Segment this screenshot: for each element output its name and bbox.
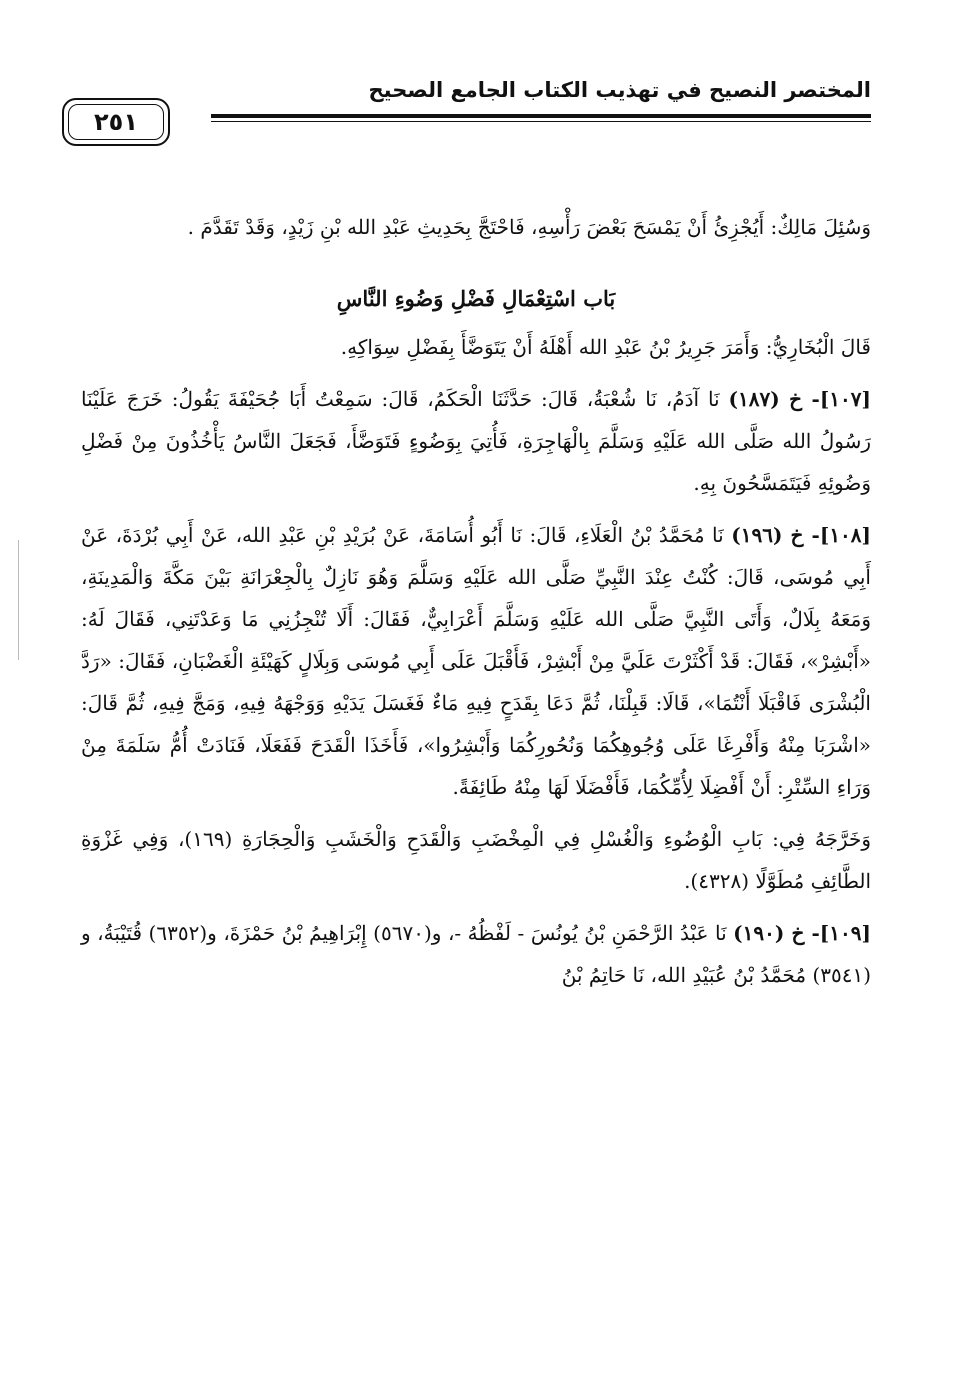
running-title: المختصر النصيح في تهذيب الكتاب الجامع الصحيح bbox=[368, 78, 871, 102]
hadith-109-text: نَا عَبْدُ الرَّحْمَنِ بْنُ يُونُسَ - لَفْظُهُ -، و(٥٦٧٠) إِبْرَاهِيمُ بْنُ حَمْزَةَ، و(٦٣٥٢) قُتَيْبَةُ، و (٣٥٤١) مُحَمَّدُ بْنُ عُبَيْدِ الله، نَا حَاتِمُ بْنُ bbox=[81, 921, 871, 987]
hadith-109-ref: [١٠٩]- خ (١٩٠) bbox=[733, 921, 871, 945]
page-body bbox=[81, 206, 871, 1006]
header-rule-thick bbox=[211, 114, 871, 118]
page-number: ٢٥١ bbox=[94, 108, 138, 136]
hadith-107-ref: [١٠٧]- خ (١٨٧) bbox=[728, 387, 871, 411]
takhrij-note: وَخَرَّجَهُ فِي: بَابِ الْوُضُوءِ وَالْغُسْلِ فِي الْمِخْضَبِ وَالْقَدَحِ وَالْخَشَبِ وَالْحِجَارَةِ (١٦٩)، وَفِي غَزْوَةِ الطَّائِفِ مُطَوَّلًا (٤٣٢٨). bbox=[81, 827, 871, 893]
hadith-107 bbox=[81, 378, 871, 504]
page-number-frame bbox=[62, 98, 170, 146]
paragraph-malik: وَسُئِلَ مَالِكٌ: أَيُجْزِئُ أَنْ يَمْسَحَ بَعْضَ رَأْسِهِ، فَاحْتَجَّ بِحَدِيثِ عَبْدِ الله بْنِ زَيْدٍ، وَقَدْ تَقَدَّمَ . bbox=[187, 215, 871, 239]
hadith-109 bbox=[81, 912, 871, 996]
chapter-heading: بَاب اسْتِعْمَالِ فَضْلِ وَضُوءِ النَّاسِ bbox=[336, 286, 616, 311]
hadith-108-ref: [١٠٨]- خ (١٩٦) bbox=[731, 523, 872, 547]
hadith-107-text: نَا آدَمُ، نَا شُعْبَةُ، قَالَ: حَدَّثَنَا الْحَكَمُ، قَالَ: سَمِعْتُ أَبَا جُحَيْفَةَ يَقُولُ: خَرَجَ عَلَيْنَا رَسُولُ الله صَلَّى الله عَلَيْهِ وَسَلَّمَ بِالْهَاجِرَةِ، فَأُتِيَ بِوَضُوءٍ فَتَوَضَّأَ، فَجَعَلَ النَّاسُ يَأْخُذُونَ مِنْ فَضْلِ وَضُوئِهِ فَيَتَمَسَّحُونَ بِهِ. bbox=[81, 387, 871, 495]
hadith-108 bbox=[81, 514, 871, 808]
hadith-108-text: نَا مُحَمَّدُ بْنُ الْعَلَاءِ، قَالَ: نَا أَبُو أُسَامَةَ، عَنْ بُرَيْدِ بْنِ عَبْدِ الله، عَنْ أَبِي بُرْدَةَ، عَنْ أَبِي مُوسَى، قَالَ: كُنْتُ عِنْدَ النَّبِيِّ صَلَّى الله عَلَيْهِ وَسَلَّمَ وَهُوَ نَازِلٌ بِالْجِعْرَانَةِ بَيْنَ مَكَّةَ وَالْمَدِينَةِ، وَمَعَهُ بِلَالٌ، وَأَتَى النَّبِيَّ صَلَّى الله عَلَيْهِ وَسَلَّمَ أَعْرَابِيٌّ، فَقَالَ: أَلَا تُنْجِزُنِي مَا وَعَدْتَنِي، فَقَالَ لَهُ: «أَبْشِرْ»، فَقَالَ: قَدْ أَكْثَرْتَ عَلَيَّ مِنْ أَبْشِرْ، فَأَقْبَلَ عَلَى أَبِي مُوسَى وَبِلَالٍ كَهَيْئَةِ الْغَضْبَانِ، فَقَالَ: «رَدَّ الْبُشْرَى فَاقْبَلَا أَنْتُمَا»، قَالَا: قَبِلْنَا، ثُمَّ دَعَا بِقَدَحٍ فِيهِ مَاءٌ فَغَسَلَ يَدَيْهِ وَوَجْهَهُ فِيهِ، وَمَجَّ فِيهِ، ثُمَّ قَالَ: «اشْرَبَا مِنْهُ وَأَفْرِغَا عَلَى وُجُوهِكُمَا وَنُحُورِكُمَا وَأَبْشِرُوا»، فَأَخَذَا الْقَدَحَ فَفَعَلَا، فَنَادَتْ أُمُّ سَلَمَةَ مِنْ وَرَاءِ السِّتْرِ: أَنْ أَفْضِلَا لِأُمِّكُمَا، فَأَفْضَلَا لَهَا مِنْهُ طَائِفَةً. bbox=[81, 523, 871, 799]
page-header bbox=[81, 78, 871, 138]
header-rule-thin bbox=[211, 121, 871, 122]
scan-edge-line bbox=[18, 540, 19, 660]
paragraph-bukhari-note: قَالَ الْبُخَارِيُّ: وَأَمَرَ جَرِيرُ بْنُ عَبْدِ الله أَهْلَهُ أَنْ يَتَوَضَّأَ بِفَضْلِ سِوَاكِهِ. bbox=[340, 335, 871, 359]
